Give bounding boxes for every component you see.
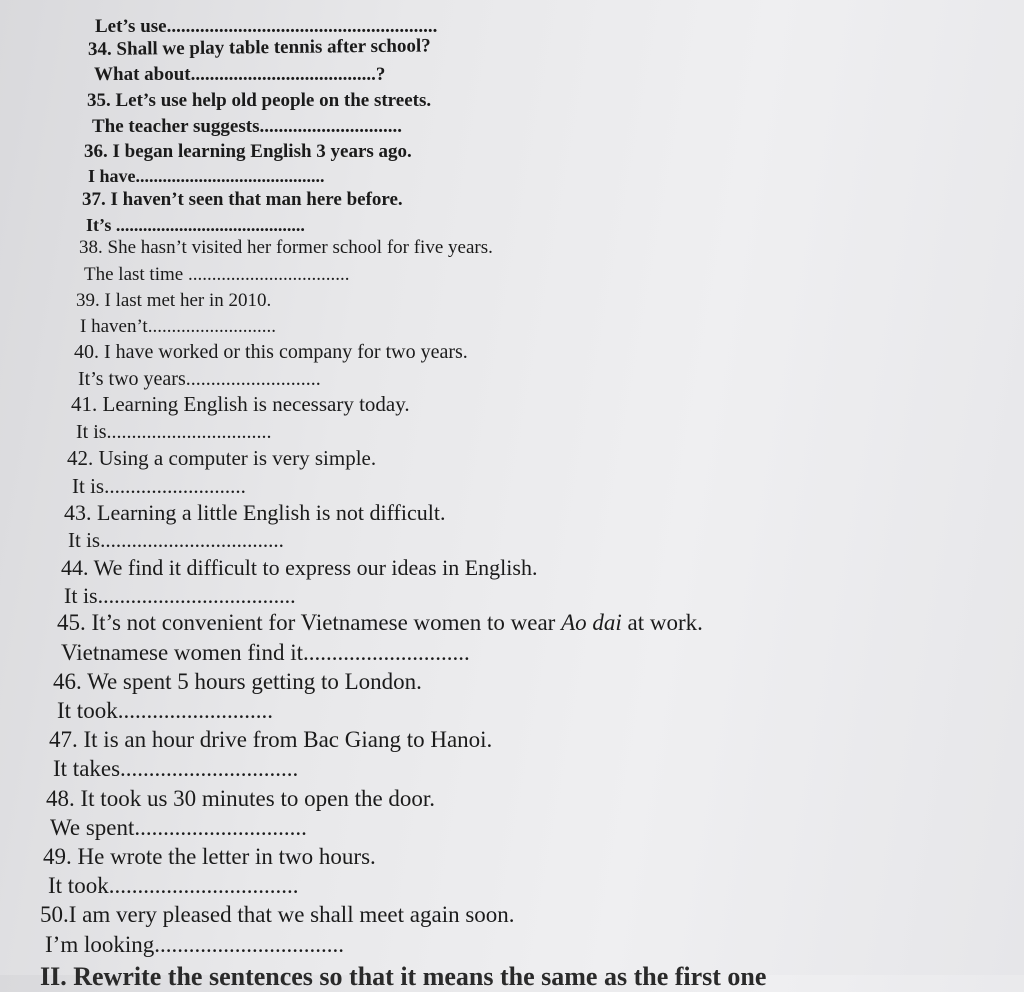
question-42: 42. Using a computer is very simple. bbox=[67, 446, 377, 470]
question-47: 47. It is an hour drive from Bac Giang to Hanoi. bbox=[49, 727, 493, 752]
answer-line-39: I haven’t........................... bbox=[80, 316, 276, 337]
question-39: 39. I last met her in 2010. bbox=[76, 290, 272, 311]
question-46: 46. We spent 5 hours getting to London. bbox=[53, 669, 422, 694]
answer-line-43: It is................................... bbox=[68, 528, 284, 552]
answer-line-33: Let’s use......................................................... bbox=[95, 16, 438, 37]
question-43: 43. Learning a little English is not difficult. bbox=[64, 500, 446, 525]
answer-line-42: It is........................... bbox=[72, 474, 246, 498]
answer-line-40: It’s two years........................... bbox=[78, 368, 321, 390]
question-35: 35. Let’s use help old people on the streets. bbox=[87, 90, 432, 111]
answer-line-45: Vietnamese women find it............................. bbox=[61, 640, 470, 665]
question-36: 36. I began learning English 3 years ago. bbox=[84, 141, 412, 162]
answer-line-50: I’m looking................................. bbox=[45, 932, 344, 957]
question-40: 40. I have worked or this company for two years. bbox=[74, 341, 468, 363]
answer-line-37: It’s .......................................... bbox=[86, 215, 305, 235]
answer-line-35: The teacher suggests.............................. bbox=[92, 116, 402, 137]
question-45: 45. It’s not convenient for Vietnamese women to wear Ao dai at work. bbox=[57, 610, 703, 635]
question-34: 34. Shall we play table tennis after school? bbox=[87, 35, 431, 60]
question-41: 41. Learning English is necessary today. bbox=[71, 392, 410, 416]
question-38: 38. She hasn’t visited her former school for five years. bbox=[79, 237, 493, 258]
answer-line-47: It takes............................... bbox=[53, 756, 299, 781]
question-44: 44. We find it difficult to express our ideas in English. bbox=[61, 555, 538, 580]
question-49: 49. He wrote the letter in two hours. bbox=[43, 844, 376, 869]
answer-line-48: We spent.............................. bbox=[50, 815, 307, 840]
answer-line-46: It took........................... bbox=[57, 698, 273, 723]
question-50: 50.I am very pleased that we shall meet again soon. bbox=[40, 902, 515, 927]
answer-line-41: It is................................. bbox=[76, 421, 272, 443]
answer-line-36: I have.......................................... bbox=[88, 166, 325, 186]
answer-line-44: It is.................................... bbox=[64, 583, 296, 608]
answer-line-38: The last time .................................. bbox=[84, 264, 350, 285]
question-37: 37. I haven’t seen that man here before. bbox=[82, 189, 403, 210]
answer-line-34: What about.......................................? bbox=[94, 64, 386, 85]
question-48: 48. It took us 30 minutes to open the door. bbox=[46, 786, 436, 811]
answer-line-49: It took................................. bbox=[48, 873, 299, 898]
section-heading-cut: II. Rewrite the sentences so that it means the same as the first one bbox=[40, 962, 767, 991]
